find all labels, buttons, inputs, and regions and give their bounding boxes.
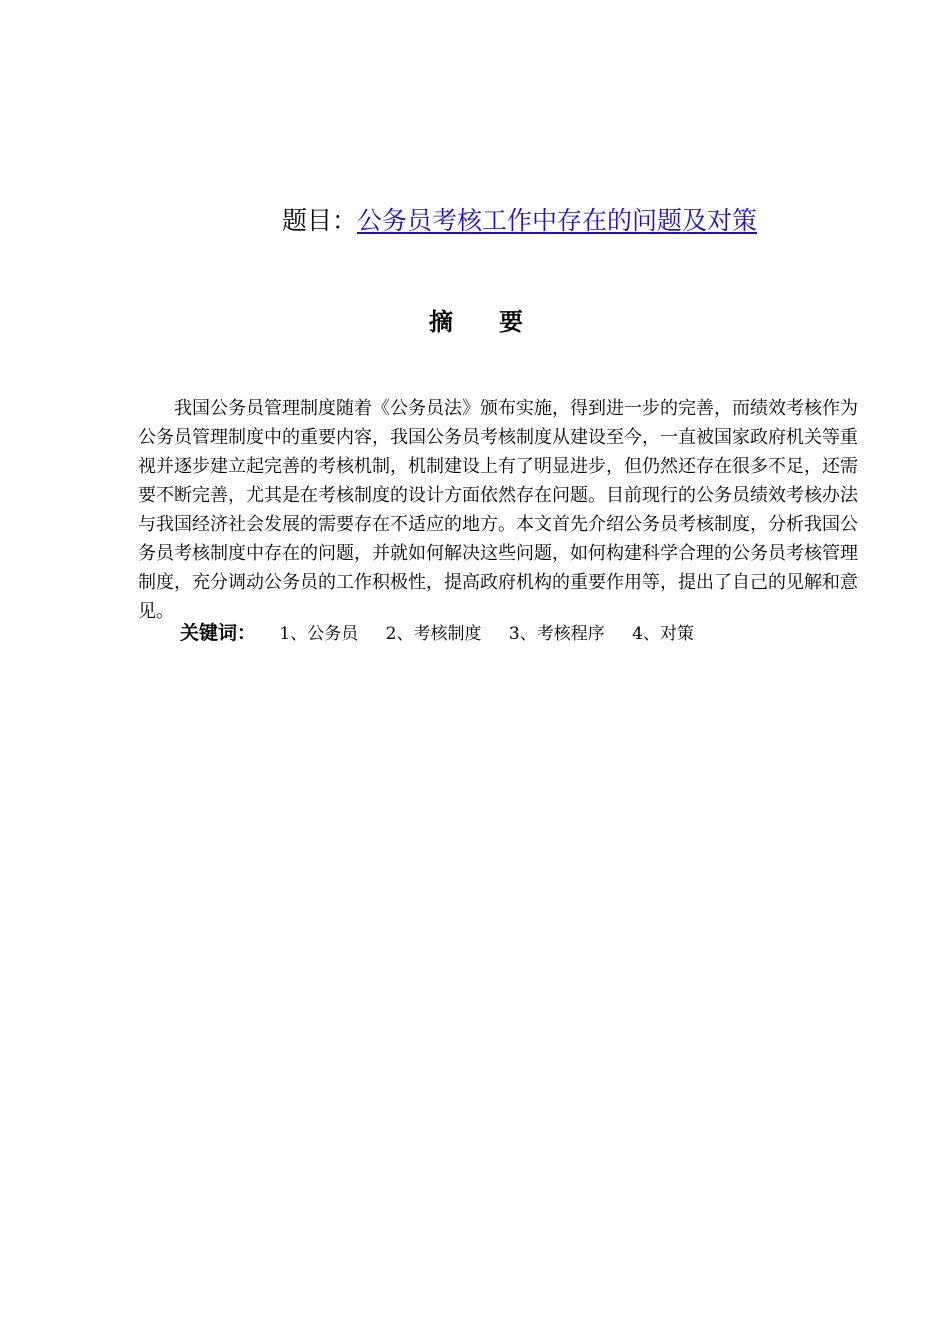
abstract-paragraph: 我国公务员管理制度随着《公务员法》颁布实施，得到进一步的完善，而绩效考核作为公务员管理制度中的重要内容，我国公务员考核制度从建设至今，一直被国家政府机关等重视并逐步建立起完善的考核机制，机制建设上有了明显进步，但仍然还存在很多不足，还需要不断完善，尤其是在考核制度的设计方面依然存在问题。目前现行的公务员绩效考核办法与我国经济社会发展的需要存在不适应的地方。本文首先介绍公务员考核制度，分析我国公务员考核制度中存在的问题，并就如何解决这些问题，如何构建科学合理的公务员考核管理制度，充分调动公务员的工作积极性，提高政府机构的重要作用等，提出了自己的见解和意见。 <box>138 398 858 622</box>
title-prefix: 题目： <box>282 206 358 235</box>
keywords-line <box>180 618 694 649</box>
keyword-item: 2、考核制度 <box>385 624 482 644</box>
title-link[interactable]: 公务员考核工作中存在的问题及对策 <box>357 206 758 235</box>
document-title <box>282 203 757 239</box>
abstract-heading: 摘要 <box>429 308 569 336</box>
keyword-item: 3、考核程序 <box>508 624 605 644</box>
keyword-item: 4、对策 <box>632 624 694 644</box>
keyword-item: 1、公务员 <box>279 624 359 644</box>
keywords-label: 关键词： <box>180 622 257 644</box>
